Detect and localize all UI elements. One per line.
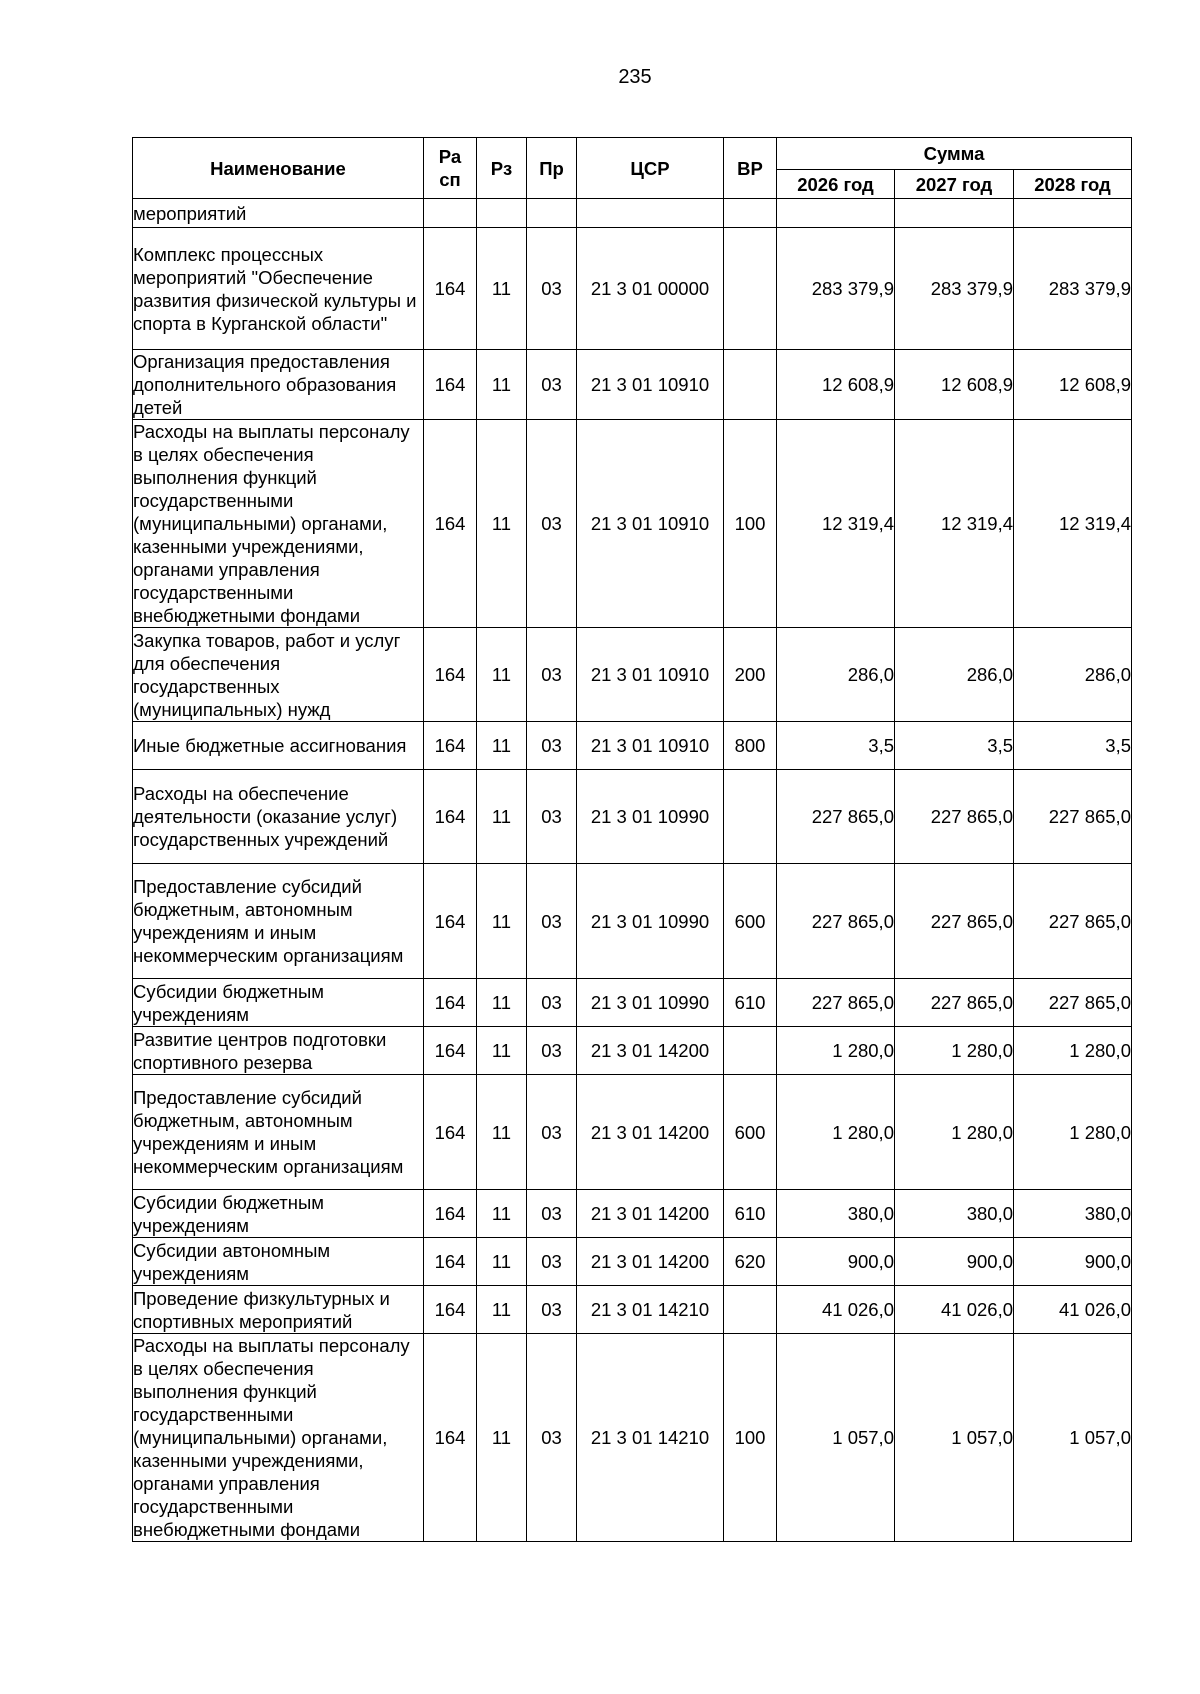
row-vr: 610 xyxy=(724,979,777,1027)
row-amount-2027: 227 865,0 xyxy=(895,979,1014,1027)
row-name: Организация предоставления дополнительного образования детей xyxy=(133,350,424,420)
row-rasp: 164 xyxy=(424,228,477,350)
row-amount-2027: 41 026,0 xyxy=(895,1286,1014,1334)
row-pr: 03 xyxy=(527,1075,577,1190)
row-amount-2027: 1 280,0 xyxy=(895,1027,1014,1075)
row-amount-2026: 286,0 xyxy=(777,628,895,722)
row-pr: 03 xyxy=(527,1190,577,1238)
row-amount-2028: 227 865,0 xyxy=(1014,770,1132,864)
row-amount-2026: 283 379,9 xyxy=(777,228,895,350)
row-vr: 620 xyxy=(724,1238,777,1286)
header-rasp-line2: сп xyxy=(439,169,461,190)
row-rasp xyxy=(424,199,477,228)
table-row xyxy=(133,350,1132,420)
row-amount-2027: 286,0 xyxy=(895,628,1014,722)
row-vr: 200 xyxy=(724,628,777,722)
page-number: 235 xyxy=(618,66,652,88)
row-rasp: 164 xyxy=(424,979,477,1027)
row-vr xyxy=(724,228,777,350)
row-name: Проведение физкультурных и спортивных мероприятий xyxy=(133,1286,424,1334)
row-vr xyxy=(724,770,777,864)
row-rasp: 164 xyxy=(424,350,477,420)
row-amount-2027: 1 057,0 xyxy=(895,1334,1014,1542)
row-amount-2026: 227 865,0 xyxy=(777,979,895,1027)
row-amount-2026: 900,0 xyxy=(777,1238,895,1286)
row-csr: 21 3 01 10910 xyxy=(577,350,724,420)
row-rasp: 164 xyxy=(424,1334,477,1542)
table-body xyxy=(133,199,1132,1542)
row-rz: 11 xyxy=(477,864,527,979)
header-rz: Рз xyxy=(477,138,527,199)
table-row xyxy=(133,1238,1132,1286)
row-amount-2028: 283 379,9 xyxy=(1014,228,1132,350)
row-rz: 11 xyxy=(477,979,527,1027)
row-amount-2026: 1 280,0 xyxy=(777,1027,895,1075)
row-csr: 21 3 01 14200 xyxy=(577,1238,724,1286)
row-vr xyxy=(724,1027,777,1075)
row-rz xyxy=(477,199,527,228)
budget-table xyxy=(132,137,1132,1542)
header-year-2027: 2027 год xyxy=(895,170,1014,199)
header-year-2028: 2028 год xyxy=(1014,170,1132,199)
header-year-2026: 2026 год xyxy=(777,170,895,199)
row-amount-2026 xyxy=(777,199,895,228)
row-amount-2026: 1 057,0 xyxy=(777,1334,895,1542)
row-amount-2026: 41 026,0 xyxy=(777,1286,895,1334)
header-rasp xyxy=(424,138,477,199)
row-pr: 03 xyxy=(527,1286,577,1334)
row-rasp: 164 xyxy=(424,1238,477,1286)
row-rasp: 164 xyxy=(424,1286,477,1334)
row-name: Иные бюджетные ассигнования xyxy=(133,722,424,770)
row-amount-2027: 380,0 xyxy=(895,1190,1014,1238)
row-amount-2028: 380,0 xyxy=(1014,1190,1132,1238)
row-csr: 21 3 01 10910 xyxy=(577,722,724,770)
row-csr xyxy=(577,199,724,228)
row-vr: 100 xyxy=(724,1334,777,1542)
row-rz: 11 xyxy=(477,420,527,628)
row-vr: 800 xyxy=(724,722,777,770)
header-rasp-line1: Ра xyxy=(438,146,462,167)
row-amount-2026: 227 865,0 xyxy=(777,864,895,979)
row-vr: 600 xyxy=(724,864,777,979)
row-amount-2028: 286,0 xyxy=(1014,628,1132,722)
row-amount-2028: 900,0 xyxy=(1014,1238,1132,1286)
table-row xyxy=(133,1075,1132,1190)
row-rz: 11 xyxy=(477,1027,527,1075)
row-amount-2026: 227 865,0 xyxy=(777,770,895,864)
row-rasp: 164 xyxy=(424,1027,477,1075)
row-vr xyxy=(724,199,777,228)
row-amount-2028: 1 057,0 xyxy=(1014,1334,1132,1542)
row-rz: 11 xyxy=(477,722,527,770)
row-rz: 11 xyxy=(477,1075,527,1190)
table-row xyxy=(133,770,1132,864)
table-row xyxy=(133,1286,1132,1334)
row-pr: 03 xyxy=(527,628,577,722)
row-amount-2028: 227 865,0 xyxy=(1014,864,1132,979)
row-amount-2028: 1 280,0 xyxy=(1014,1027,1132,1075)
row-amount-2026: 12 319,4 xyxy=(777,420,895,628)
row-rasp: 164 xyxy=(424,770,477,864)
row-rz: 11 xyxy=(477,1238,527,1286)
row-amount-2028: 1 280,0 xyxy=(1014,1075,1132,1190)
row-amount-2028: 12 608,9 xyxy=(1014,350,1132,420)
row-rasp: 164 xyxy=(424,1190,477,1238)
row-amount-2027: 283 379,9 xyxy=(895,228,1014,350)
header-name: Наименование xyxy=(133,138,424,199)
row-amount-2028 xyxy=(1014,199,1132,228)
row-csr: 21 3 01 14200 xyxy=(577,1190,724,1238)
row-pr: 03 xyxy=(527,770,577,864)
header-pr: Пр xyxy=(527,138,577,199)
row-csr: 21 3 01 10910 xyxy=(577,420,724,628)
row-csr: 21 3 01 14210 xyxy=(577,1334,724,1542)
row-rasp: 164 xyxy=(424,1075,477,1190)
row-rz: 11 xyxy=(477,1334,527,1542)
row-amount-2027: 227 865,0 xyxy=(895,864,1014,979)
table-row xyxy=(133,199,1132,228)
row-amount-2026: 380,0 xyxy=(777,1190,895,1238)
row-rz: 11 xyxy=(477,628,527,722)
row-vr: 100 xyxy=(724,420,777,628)
row-amount-2027: 12 319,4 xyxy=(895,420,1014,628)
row-csr: 21 3 01 14210 xyxy=(577,1286,724,1334)
row-name: Предоставление субсидий бюджетным, автономным учреждениям и иным некоммерческим организациям xyxy=(133,864,424,979)
row-name: Расходы на выплаты персоналу в целях обеспечения выполнения функций государственными (муниципальными) органами, казенными учреждениями, органами управления государственными внебюджетными фондами xyxy=(133,1334,424,1542)
row-amount-2027: 3,5 xyxy=(895,722,1014,770)
row-amount-2026: 1 280,0 xyxy=(777,1075,895,1190)
row-amount-2027: 12 608,9 xyxy=(895,350,1014,420)
row-amount-2026: 3,5 xyxy=(777,722,895,770)
header-csr: ЦСР xyxy=(577,138,724,199)
row-amount-2028: 12 319,4 xyxy=(1014,420,1132,628)
row-rz: 11 xyxy=(477,770,527,864)
row-pr: 03 xyxy=(527,1027,577,1075)
row-amount-2027: 1 280,0 xyxy=(895,1075,1014,1190)
row-pr xyxy=(527,199,577,228)
row-name: Комплекс процессных мероприятий "Обеспечение развития физической культуры и спорта в Курганской области" xyxy=(133,228,424,350)
row-rasp: 164 xyxy=(424,722,477,770)
row-rz: 11 xyxy=(477,228,527,350)
row-amount-2027: 900,0 xyxy=(895,1238,1014,1286)
row-name: Субсидии автономным учреждениям xyxy=(133,1238,424,1286)
row-amount-2027: 227 865,0 xyxy=(895,770,1014,864)
table-row xyxy=(133,628,1132,722)
row-csr: 21 3 01 00000 xyxy=(577,228,724,350)
row-rasp: 164 xyxy=(424,864,477,979)
row-name: Расходы на обеспечение деятельности (оказание услуг) государственных учреждений xyxy=(133,770,424,864)
row-amount-2028: 41 026,0 xyxy=(1014,1286,1132,1334)
row-csr: 21 3 01 14200 xyxy=(577,1027,724,1075)
table-row xyxy=(133,420,1132,628)
row-pr: 03 xyxy=(527,979,577,1027)
table-row xyxy=(133,1334,1132,1542)
row-pr: 03 xyxy=(527,1334,577,1542)
table-row xyxy=(133,722,1132,770)
row-amount-2027 xyxy=(895,199,1014,228)
table-row xyxy=(133,1190,1132,1238)
row-rz: 11 xyxy=(477,1286,527,1334)
row-amount-2028: 3,5 xyxy=(1014,722,1132,770)
row-vr: 600 xyxy=(724,1075,777,1190)
table-row xyxy=(133,979,1132,1027)
row-csr: 21 3 01 10990 xyxy=(577,864,724,979)
row-pr: 03 xyxy=(527,1238,577,1286)
row-rz: 11 xyxy=(477,1190,527,1238)
header-sum: Сумма xyxy=(777,138,1132,170)
row-rasp: 164 xyxy=(424,628,477,722)
row-pr: 03 xyxy=(527,228,577,350)
row-pr: 03 xyxy=(527,350,577,420)
row-rasp: 164 xyxy=(424,420,477,628)
header-vr: ВР xyxy=(724,138,777,199)
row-name: Субсидии бюджетным учреждениям xyxy=(133,1190,424,1238)
row-csr: 21 3 01 10990 xyxy=(577,770,724,864)
row-pr: 03 xyxy=(527,722,577,770)
row-vr xyxy=(724,1286,777,1334)
row-name: Закупка товаров, работ и услуг для обеспечения государственных (муниципальных) нужд xyxy=(133,628,424,722)
row-name: Субсидии бюджетным учреждениям xyxy=(133,979,424,1027)
row-pr: 03 xyxy=(527,420,577,628)
table-row xyxy=(133,228,1132,350)
row-pr: 03 xyxy=(527,864,577,979)
row-name: Предоставление субсидий бюджетным, автономным учреждениям и иным некоммерческим организациям xyxy=(133,1075,424,1190)
table-row xyxy=(133,1027,1132,1075)
row-name: мероприятий xyxy=(133,199,424,228)
row-rz: 11 xyxy=(477,350,527,420)
row-csr: 21 3 01 14200 xyxy=(577,1075,724,1190)
row-csr: 21 3 01 10990 xyxy=(577,979,724,1027)
table-row xyxy=(133,864,1132,979)
row-vr xyxy=(724,350,777,420)
row-amount-2028: 227 865,0 xyxy=(1014,979,1132,1027)
row-name: Расходы на выплаты персоналу в целях обеспечения выполнения функций государственными (муниципальными) органами, казенными учреждениями, органами управления государственными внебюджетными фондами xyxy=(133,420,424,628)
row-name: Развитие центров подготовки спортивного резерва xyxy=(133,1027,424,1075)
row-csr: 21 3 01 10910 xyxy=(577,628,724,722)
row-amount-2026: 12 608,9 xyxy=(777,350,895,420)
row-vr: 610 xyxy=(724,1190,777,1238)
